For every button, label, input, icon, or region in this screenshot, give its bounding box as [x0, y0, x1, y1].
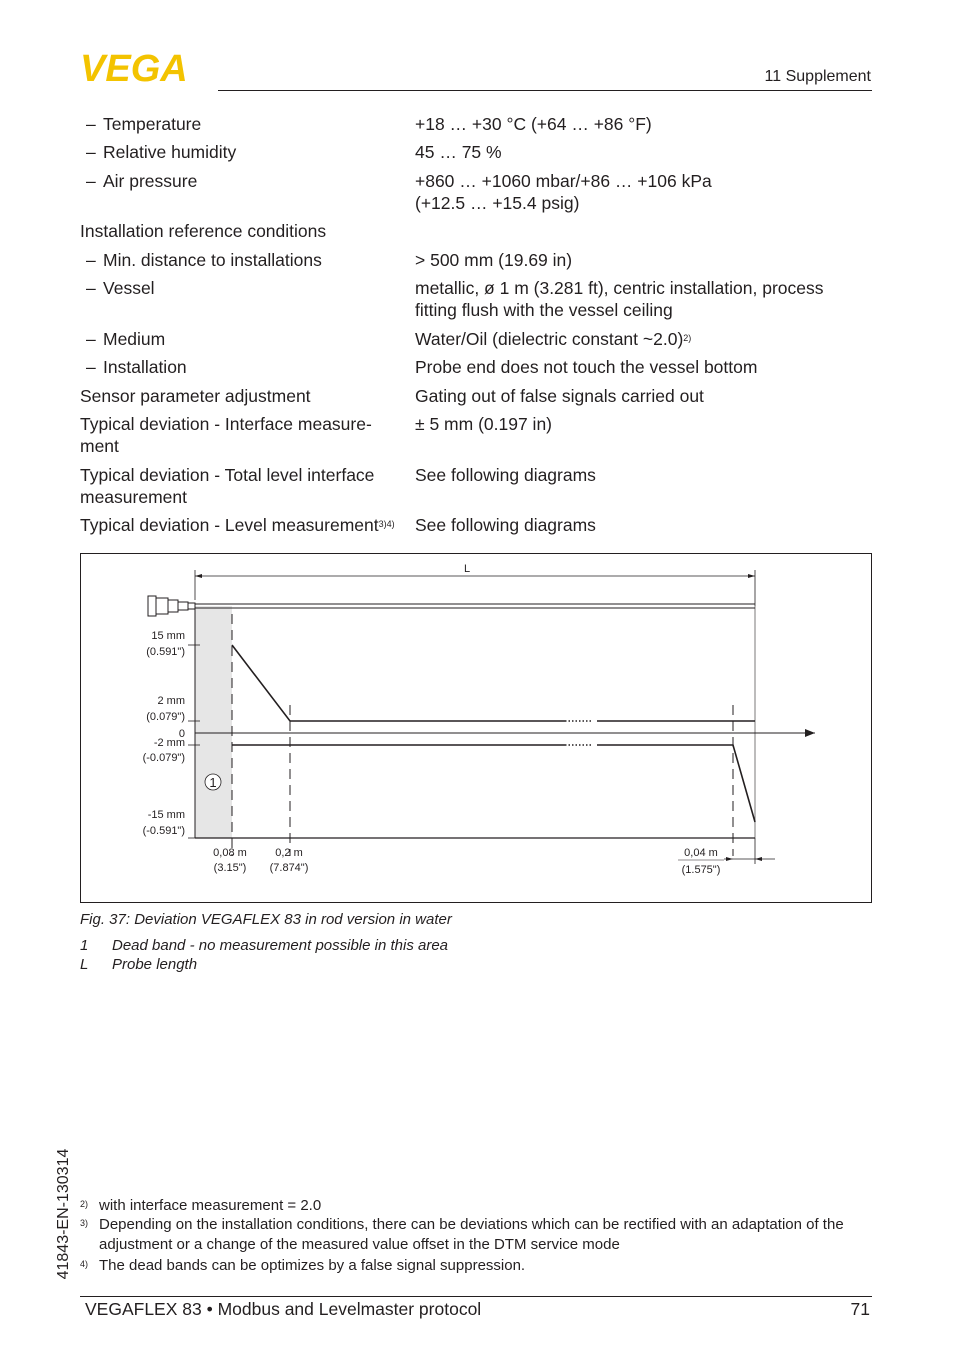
legend-key: L	[80, 956, 89, 973]
spec-group-label: Installation reference conditions	[80, 221, 327, 241]
spec-label: Temperature	[103, 114, 202, 134]
deviation-diagram	[81, 554, 871, 902]
spec-label: Relative humidity	[103, 142, 237, 162]
section-title: 11 Supplement	[764, 68, 871, 85]
y-label-15mm: 15 mm	[151, 630, 185, 642]
x-label-004m-in: (1.575")	[681, 864, 721, 876]
footnote-ref: 2)	[683, 333, 692, 343]
y-label-minus2mm: -2 mm	[153, 737, 185, 749]
x-label-02m: 0,2 m	[275, 847, 303, 859]
page-number: 71	[850, 1299, 870, 1319]
y-label-minus15mm-in: (-0.591")	[142, 825, 185, 837]
spec-value: +18 … +30 °C (+64 … +86 °F)	[415, 114, 652, 134]
spec-value: Probe end does not touch the vessel bottom	[415, 357, 758, 377]
dash: –	[86, 329, 96, 349]
spec-label: Installation	[103, 357, 187, 377]
x-label-008m: 0,08 m	[213, 847, 247, 859]
footnote-ref: 3)4)	[378, 519, 395, 529]
footnote-number: 4)	[80, 1259, 89, 1269]
document-id: 41843-EN-130314	[55, 1148, 72, 1280]
spec-value: > 500 mm (19.69 in)	[415, 250, 573, 270]
spec-value-cont: (+12.5 … +15.4 psig)	[415, 193, 580, 213]
footer-rule	[80, 1296, 872, 1297]
dash: –	[86, 114, 96, 134]
logo-text: VEGA	[80, 50, 188, 86]
y-label-minus15mm: -15 mm	[147, 809, 185, 821]
footnote-number: 3)	[80, 1218, 89, 1228]
spec-value: Gating out of false signals carried out	[415, 386, 704, 406]
upper-deviation-line	[232, 645, 565, 721]
spec-label: Sensor parameter adjustment	[80, 386, 311, 406]
y-label-2mm: 2 mm	[157, 695, 185, 707]
legend-item	[80, 937, 448, 954]
footnote-text: with interface measurement = 2.0	[99, 1197, 322, 1214]
length-label: L	[463, 563, 471, 575]
y-label-zero: 0	[178, 728, 185, 740]
dash: –	[86, 142, 96, 162]
spec-value: Water/Oil (dielectric constant ~2.0)	[415, 329, 684, 349]
spec-label: Medium	[103, 329, 166, 349]
lower-deviation-line-end	[597, 745, 755, 822]
x-label-02m-in: (7.874")	[269, 862, 309, 874]
footer-title: VEGAFLEX 83 • Modbus and Levelmaster protocol	[85, 1299, 482, 1319]
footnote	[80, 1196, 870, 1216]
footnote-text: Depending on the installation conditions, there can be deviations which can be rectified with an adaptation of the adjustment or a change of the measured value offset in the DTM service mode	[99, 1216, 844, 1253]
y-label-2mm-in: (0.079")	[146, 711, 185, 723]
spec-label-cont: measurement	[80, 487, 187, 507]
y-label-minus2mm-in: (-0.079")	[142, 752, 185, 764]
dash: –	[86, 278, 96, 298]
spec-value-cont: fitting flush with the vessel ceiling	[415, 300, 673, 320]
spec-value: 45 … 75 %	[415, 142, 502, 162]
x-label-008m-in: (3.15")	[213, 862, 247, 874]
spec-value: See following diagrams	[415, 465, 596, 485]
dash: –	[86, 171, 96, 191]
deviation-figure	[80, 553, 872, 903]
legend-item	[80, 956, 197, 973]
spec-value: metallic, ø 1 m (3.281 ft), centric installation, process	[415, 278, 824, 298]
footnote	[80, 1256, 870, 1276]
header-rule	[218, 90, 872, 91]
footnote	[80, 1215, 870, 1255]
spec-value: +860 … +1060 mbar/+86 … +106 kPa	[415, 171, 712, 191]
legend-text: Dead band - no measurement possible in this area	[112, 937, 449, 954]
spec-label-cont: ment	[80, 436, 119, 456]
spec-label: Typical deviation - Level measurement	[80, 515, 379, 535]
dead-band-area	[195, 606, 232, 838]
dash: –	[86, 250, 96, 270]
footnote-number: 2)	[80, 1199, 89, 1209]
figure-caption: Fig. 37: Deviation VEGAFLEX 83 in rod version in water	[80, 911, 452, 928]
vega-logo	[80, 50, 212, 86]
spec-label: Typical deviation - Interface measure-	[80, 414, 372, 434]
spec-label: Air pressure	[103, 171, 198, 191]
marker-1-label: 1	[209, 775, 217, 790]
x-label-004m: 0,04 m	[684, 847, 718, 859]
legend-text: Probe length	[112, 956, 198, 973]
spec-label: Vessel	[103, 278, 155, 298]
footnote-text: The dead bands can be optimizes by a false signal suppression.	[99, 1257, 526, 1274]
dash: –	[86, 357, 96, 377]
probe-head-icon	[148, 596, 195, 616]
y-label-15mm-in: (0.591")	[146, 646, 185, 658]
spec-label: Min. distance to installations	[103, 250, 322, 270]
legend-key: 1	[80, 937, 89, 954]
spec-label: Typical deviation - Total level interface	[80, 465, 375, 485]
spec-value: See following diagrams	[415, 515, 596, 535]
spec-value: ± 5 mm (0.197 in)	[415, 414, 553, 434]
